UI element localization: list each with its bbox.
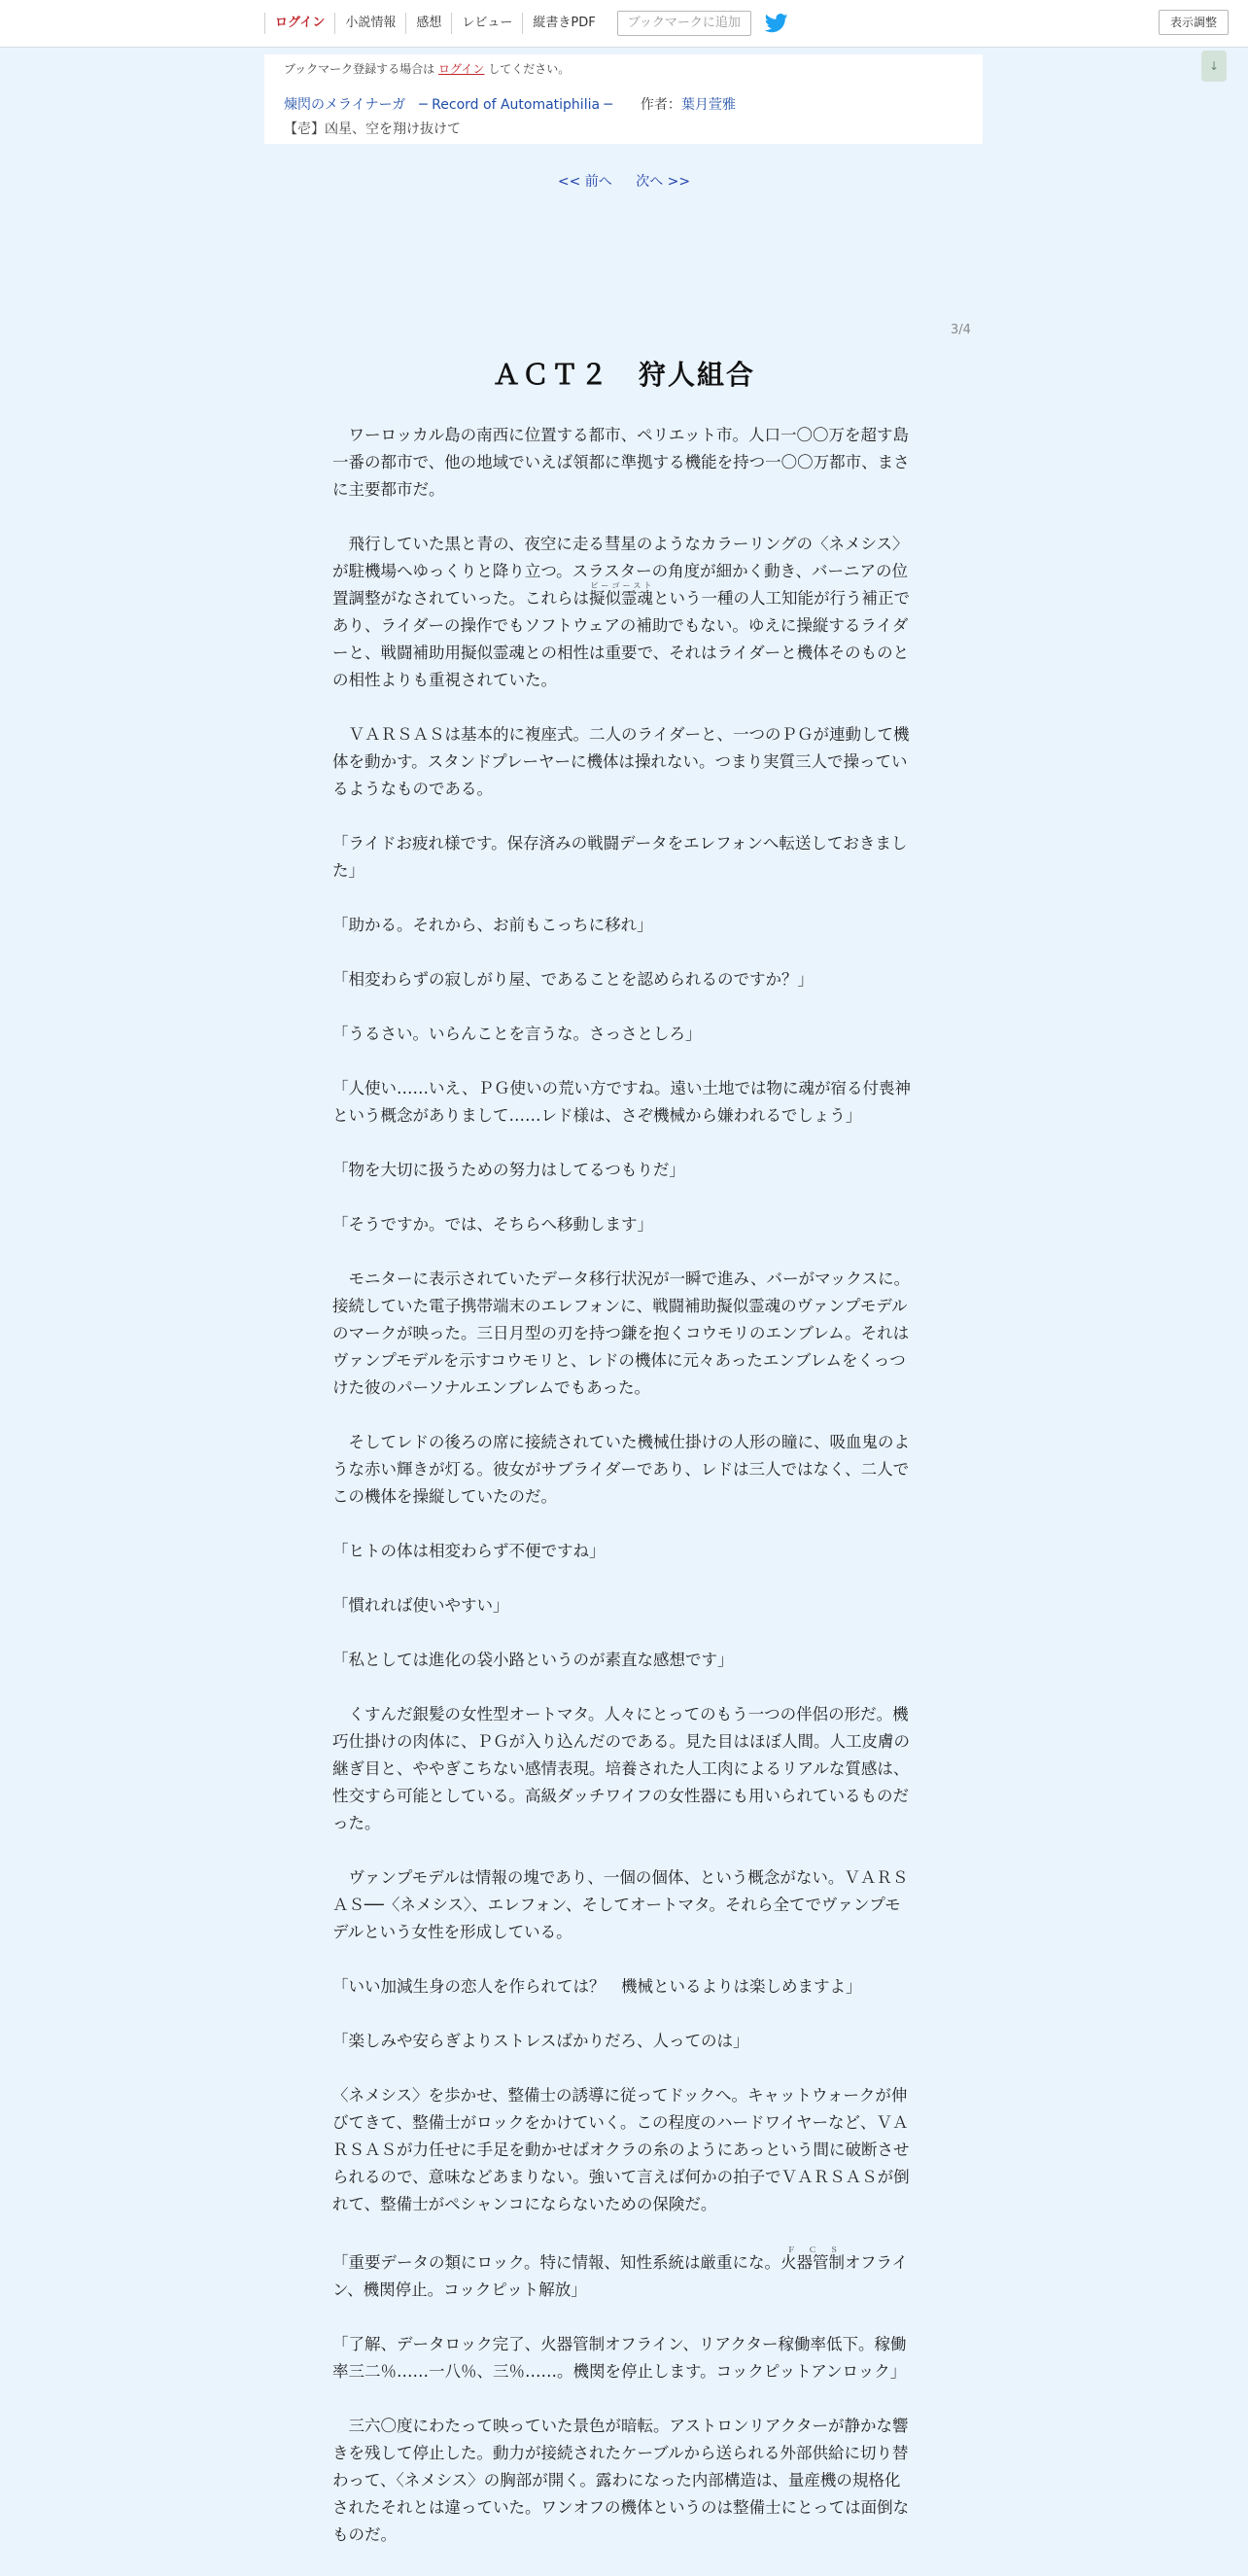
series-title-link[interactable]: 煉閃のメライナーガ ─ Record of Automatiphilia ─	[284, 97, 612, 113]
scroll-down-button[interactable]: ↓	[1201, 51, 1227, 82]
notice-text-end: してください。	[488, 62, 571, 76]
paragraph: 「人使い……いえ、ＰＧ使いの荒い方ですね。遠い土地では物に魂が宿る付喪神という概念がありまして……レド様は、さぞ機械から嫌われるでしょう」	[332, 1079, 911, 1125]
paragraph: ワーロッカル島の南西に位置する都市、ペリエット市。人口一〇〇万を超す島一番の都市で、他の地域でいえば領都に準拠する機能を持つ一〇〇万都市、まさに主要都市だ。	[332, 426, 910, 499]
paragraph: 「うるさい。いらんことを言うな。さっさとしろ」	[332, 1025, 702, 1043]
page-count: 3/4	[951, 323, 971, 337]
notice-login-link[interactable]: ログイン	[438, 62, 485, 76]
paragraph: モニターに表示されていたデータ移行状況が一瞬で進み、バーがマックスに。接続していた電子携帯端末のエレフォンに、戦闘補助擬似霊魂のヴァンプモデルのマークが映った。三日月型の刃を持つ鎌を抱くコウモリのエンブレム。それはヴァンプモデルを示すコウモリと、レドの機体に元々あったエンブレムをくっつけた彼のパーソナルエンブレムでもあった。	[332, 1270, 911, 1397]
nav-menu	[264, 8, 788, 39]
chapter-title: 【壱】凶星、空を翔け抜けて	[284, 122, 461, 137]
bookmark-notice	[284, 60, 570, 77]
paragraph: 「相変わらずの寂しがり屋、であることを認められるのですか？」	[332, 970, 814, 989]
novel-header-box	[264, 54, 983, 144]
paragraph: 「助かる。それから、お前もこっちに移れ」	[332, 916, 653, 934]
paragraph: 「了解、データロック完了、火器管制オフライン、リアクター稼働率低下。稼働率三二％……一八％、三％……。機関を停止します。コックピットアンロック」	[332, 2335, 907, 2381]
author-link[interactable]: 葉月萱雅	[680, 97, 736, 113]
paragraph: 「ヒトの体は相変わらず不便ですね」	[332, 1542, 606, 1560]
pager	[0, 171, 1248, 191]
impressions-link[interactable]: 感想	[405, 13, 451, 34]
novel-body	[332, 422, 916, 2576]
vertical-pdf-link[interactable]: 縦書きPDF	[522, 13, 605, 34]
paragraph: 「私としては進化の袋小路というのが素直な感想です」	[332, 1651, 734, 1669]
paragraph: ＶＡＲＳＡＳは基本的に複座式。二人のライダーと、一つのＰＧが連動して機体を動かす。スタンドプレーヤーに機体は操れない。つまり実質三人で操っているようなものである。	[332, 725, 910, 798]
paragraph: 三六〇度にわたって映っていた景色が暗転。アストロンリアクターが静かな響きを残して停止した。動力が接続されたケーブルから送られる外部供給に切り替わって、〈ネメシス〉の胸部が開く。露わになった内部構造は、量産機の規格化されたそれとは違っていた。ワンオフの機体というのは整備士にとっては面倒なものだ。	[332, 2417, 910, 2544]
paragraph: 「そうですか。では、そちらへ移動します」	[332, 1215, 653, 1234]
login-link[interactable]: ログイン	[264, 13, 334, 34]
paragraph: ヴァンプモデルは情報の塊であり、一個の個体、という概念がない。ＶＡＲＳＡＳ──〈ネメシス〉、エレフォン、そしてオートマタ。それら全てでヴァンプモデルという女性を形成している。	[332, 1868, 909, 1941]
twitter-icon[interactable]	[765, 12, 788, 35]
paragraph: 「楽しみや安らぎよりストレスばかりだろ、人ってのは」	[332, 2032, 749, 2050]
paragraph: 飛行していた黒と青の、夜空に走る彗星のようなカラーリングの〈ネメシス〉が駐機場へゆっくりと降り立つ。スラスターの角度が細かく動き、バーニアの位置調整がなされていった。これらは擬似霊魂ピーゴーストという一種の人工知能が行う補正であり、ライダーの操作でもソフトウェアの補助でもない。ゆえに操縦するライダーと、戦闘補助用擬似霊魂との相性は重要で、それはライダーと機体そのものとの相性よりも重視されていた。	[332, 535, 910, 689]
paragraph: 「慣れれば使いやすい」	[332, 1596, 509, 1615]
add-bookmark-button[interactable]: ブックマークに追加	[617, 11, 751, 36]
notice-text: ブックマーク登録する場合は	[284, 62, 435, 76]
next-page-link[interactable]: 次へ >>	[636, 174, 691, 190]
novel-info-link[interactable]: 小説情報	[334, 13, 405, 34]
paragraph: くすんだ銀髪の女性型オートマタ。人々にとってのもう一つの伴侶の形だ。機巧仕掛けの肉体に、ＰＧが入り込んだのである。見た目はほぼ人間。人工皮膚の継ぎ目と、ややぎこちない感情表現。培養された人工肉によるリアルな質感は、性交すら可能としている。高級ダッチワイフの女性器にも用いられているものだった。	[332, 1705, 910, 1832]
display-settings-button[interactable]: 表示調整	[1159, 10, 1229, 35]
series-info	[284, 94, 736, 114]
paragraph: 「重要データの類にロック。特に情報、知性系統は厳重にな。火器管制ＦＣＳオフライン、機関停止。コックピット解放」	[332, 2245, 909, 2299]
top-nav-bar	[0, 0, 1248, 48]
episode-title: ＡＣＴ２ 狩人組合	[492, 359, 755, 391]
paragraph: そしてレドの後ろの席に接続されていた機械仕掛けの人形の瞳に、吸血鬼のような赤い輝きが灯る。彼女がサブライダーであり、レドは三人ではなく、二人でこの機体を操縦していたのだ。	[332, 1433, 910, 1506]
prev-page-link[interactable]: << 前へ	[557, 174, 612, 190]
paragraph: 〈ネメシス〉を歩かせ、整備士の誘導に従ってドックへ。キャットウォークが伸びてきて、整備士がロックをかけていく。この程度のハードワイヤーなど、ＶＡＲＳＡＳが力任せに手足を動かせばオクラの糸のようにあっという間に破断させられるので、意味などあまりない。強いて言えば何かの拍子でＶＡＲＳＡＳが倒れて、整備士がペシャンコにならないための保険だ。	[332, 2086, 910, 2213]
paragraph: 「物を大切に扱うための努力はしてるつもりだ」	[332, 1161, 685, 1179]
review-link[interactable]: レビュー	[451, 13, 522, 34]
paragraph: 「いい加減生身の恋人を作られては？ 機械といるよりは楽しめますよ」	[332, 1977, 862, 1996]
ruby-word: 火器管制ＦＣＳ	[780, 2245, 846, 2272]
author-label: 作者：	[640, 97, 681, 113]
paragraph: 「ライドお疲れ様です。保存済みの戦闘データをエレフォンへ転送しておきました」	[332, 834, 908, 880]
ruby-word: 擬似霊魂ピーゴースト	[589, 581, 653, 608]
